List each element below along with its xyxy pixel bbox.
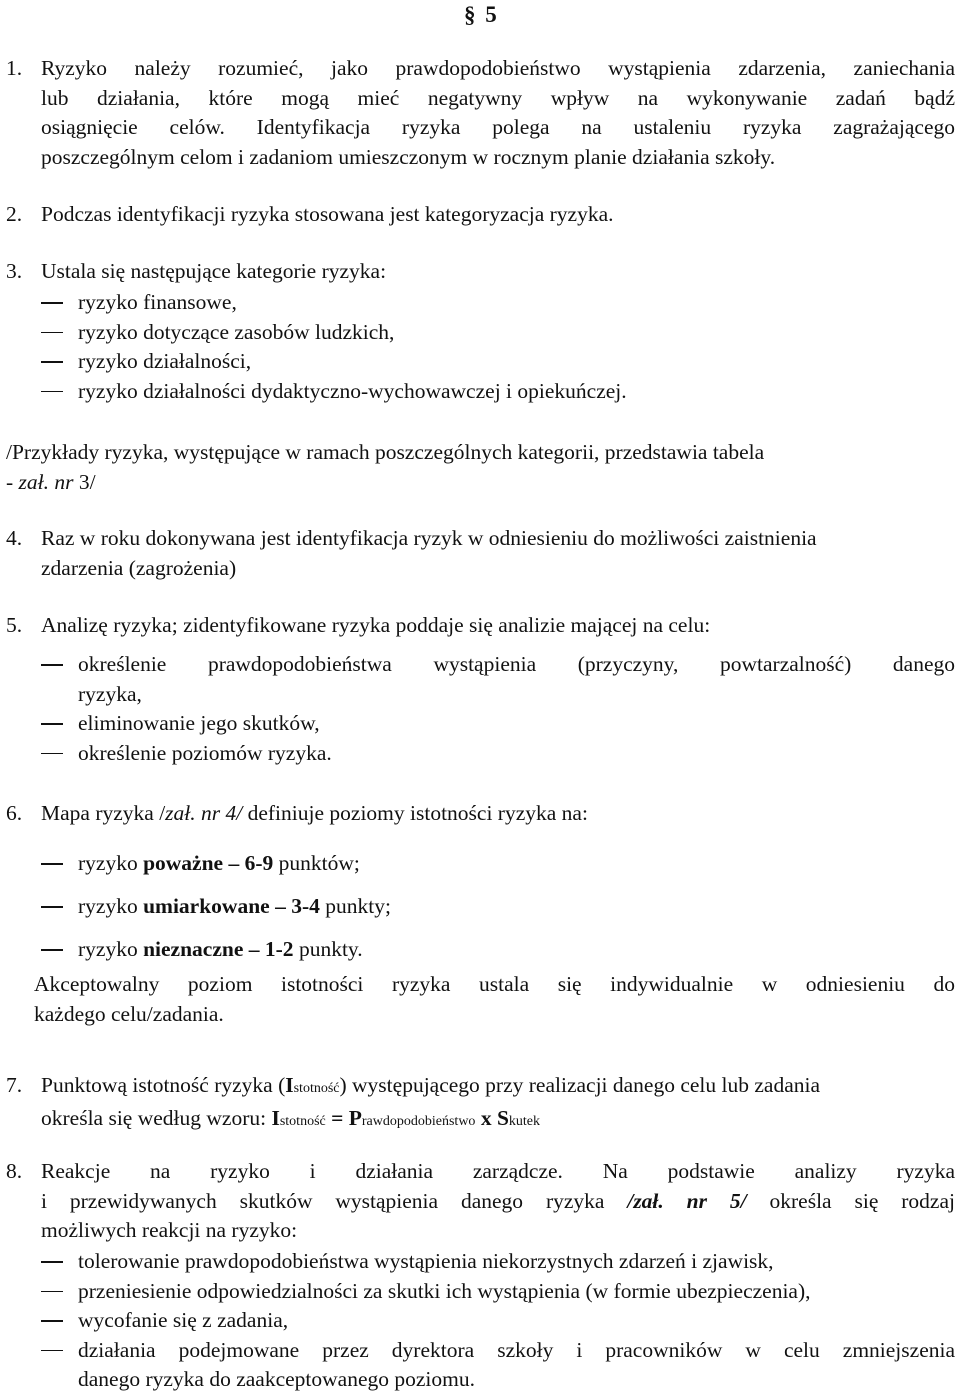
symbol-subscript: stotność bbox=[279, 1113, 326, 1129]
risk-level-range: 3-4 bbox=[291, 894, 320, 918]
text-line: osiągnięcie celów. Identyfikacja ryzyka polega na ustaleniu ryzyka zagrażającego bbox=[41, 115, 955, 139]
note-text: 3/ bbox=[73, 469, 96, 494]
text-line bbox=[41, 1187, 955, 1217]
text: Mapa ryzyka / bbox=[41, 801, 166, 825]
text-line: Akceptowalny poziom istotności ryzyka ustala się indywidualnie w odniesieniu do bbox=[34, 972, 955, 996]
note-line: /Przykłady ryzyka, występujące w ramach poszczególnych kategorii, przedstawia tabela bbox=[6, 440, 765, 464]
text-line: każdego celu/zadania. bbox=[34, 1001, 224, 1026]
list-item bbox=[41, 650, 955, 709]
paragraph-number: 7. bbox=[6, 1073, 23, 1097]
paragraph-text: Ustala się następujące kategorie ryzyka: bbox=[41, 259, 387, 283]
risk-level-item bbox=[41, 885, 955, 928]
symbol: I bbox=[285, 1073, 294, 1097]
list-item bbox=[41, 709, 955, 739]
list-item-text: ryzyko dotyczące zasobów ludzkich, bbox=[78, 319, 395, 344]
text: ryzyko bbox=[78, 937, 144, 961]
text-line: lub działania, które mogą mieć negatywny wpływ na wykonywanie zadań bądź bbox=[41, 85, 955, 110]
formula-line bbox=[41, 1104, 955, 1137]
symbol: P bbox=[348, 1105, 362, 1130]
list-item-text: określenie poziomów ryzyka. bbox=[78, 740, 332, 765]
risk-level-range: 6-9 bbox=[244, 851, 274, 875]
text-line bbox=[41, 1071, 955, 1104]
risk-level-name: poważne bbox=[143, 851, 224, 875]
paragraph-text: Analizę ryzyka; zidentyfikowane ryzyka poddaje się analizie mającej na celu: bbox=[41, 613, 711, 637]
paragraph-4-lines bbox=[41, 524, 955, 583]
paragraph-text bbox=[41, 799, 955, 829]
section-heading: § 5 bbox=[464, 2, 499, 27]
text: – bbox=[223, 851, 245, 875]
paragraph-number: 8. bbox=[6, 1159, 23, 1183]
risk-levels-list bbox=[41, 842, 955, 971]
text-line: zdarzenia (zagrożenia) bbox=[41, 555, 237, 580]
list-item-text: przeniesienie odpowiedzialności za skutki ich wystąpienia (w formie ubezpieczenia), bbox=[78, 1278, 811, 1303]
dash-bullet bbox=[41, 753, 63, 755]
symbol: I bbox=[271, 1105, 280, 1130]
text-line: poszczególnym celom i zadaniom umieszczonym w rocznym planie działania szkoły. bbox=[41, 144, 776, 169]
text-line: Raz w roku dokonywana jest identyfikacja ryzyk w odniesieniu do możliwości zaistnienia bbox=[41, 526, 817, 550]
list-item bbox=[41, 318, 955, 348]
dash-bullet bbox=[41, 1350, 63, 1352]
text: punkty. bbox=[293, 937, 363, 961]
list-item bbox=[41, 1336, 955, 1395]
dash-bullet bbox=[41, 1320, 63, 1322]
list-item bbox=[41, 739, 955, 769]
text: ryzyko bbox=[78, 851, 144, 875]
text: i przewidywanych skutków wystąpienia danego ryzyka bbox=[41, 1188, 628, 1213]
note-lines bbox=[6, 438, 956, 497]
list-item-text: wycofanie się z zadania, bbox=[78, 1308, 289, 1332]
list-item bbox=[41, 288, 955, 318]
category-list bbox=[41, 288, 955, 406]
analysis-list bbox=[41, 650, 955, 768]
multiply-sign: x bbox=[475, 1105, 497, 1130]
text: punktów; bbox=[273, 851, 360, 875]
dash-bullet bbox=[41, 391, 63, 393]
text: ) występującego przy realizacji danego celu lub zadania bbox=[339, 1073, 821, 1097]
paragraph-number: 5. bbox=[6, 613, 23, 637]
dash-bullet bbox=[41, 361, 63, 363]
dash-bullet bbox=[41, 906, 63, 908]
symbol: S bbox=[496, 1105, 509, 1130]
list-item bbox=[41, 1247, 955, 1277]
dash-bullet bbox=[41, 1291, 63, 1293]
text-line: Reakcje na ryzyko i działania zarządcze. Na podstawie analizy ryzyka bbox=[41, 1159, 955, 1183]
note-line bbox=[6, 468, 956, 498]
list-item bbox=[41, 1277, 955, 1307]
text: Punktową istotność ryzyka ( bbox=[41, 1073, 286, 1097]
annex-reference: zał. nr 4/ bbox=[165, 801, 243, 825]
list-item bbox=[41, 377, 955, 407]
note-text: - bbox=[6, 469, 19, 494]
symbol-subscript: kutek bbox=[508, 1113, 541, 1129]
paragraph-number: 4. bbox=[6, 526, 23, 550]
paragraph-number: 2. bbox=[6, 202, 23, 226]
annex-reference: zał. nr bbox=[18, 469, 74, 494]
risk-level-item bbox=[41, 928, 955, 971]
list-item-text: ryzyko finansowe, bbox=[78, 290, 237, 314]
list-item-text: eliminowanie jego skutków, bbox=[78, 711, 320, 735]
dash-bullet bbox=[41, 723, 63, 725]
paragraph-number: 6. bbox=[6, 801, 23, 825]
paragraph-8-lines bbox=[41, 1157, 955, 1246]
risk-level-item bbox=[41, 842, 955, 885]
acceptable-level-lines bbox=[34, 970, 955, 1029]
text-line: Ryzyko należy rozumieć, jako prawdopodobieństwo wystąpienia zdarzenia, zaniechania bbox=[41, 56, 955, 80]
list-item-text: danego ryzyka do zaakceptowanego poziomu. bbox=[78, 1367, 475, 1391]
list-item-text: ryzyka, bbox=[78, 681, 142, 706]
dash-bullet bbox=[41, 863, 63, 865]
list-item-text: działania podejmowane przez dyrektora szkoły i pracowników w celu zmniejszenia bbox=[78, 1337, 955, 1362]
risk-level-name: nieznaczne bbox=[143, 937, 244, 961]
annex-reference: /zał. nr 5/ bbox=[627, 1188, 747, 1213]
symbol-subscript: stotność bbox=[293, 1081, 340, 1096]
text-line: możliwych reakcji na ryzyko: bbox=[41, 1218, 298, 1242]
list-item-text: tolerowanie prawdopodobieństwa wystąpienia niekorzystnych zdarzeń i zjawisk, bbox=[78, 1249, 774, 1273]
list-item-text: ryzyko działalności dydaktyczno-wychowawczej i opiekuńczej. bbox=[78, 378, 627, 403]
dash-bullet bbox=[41, 332, 63, 334]
paragraph-text: Podczas identyfikacji ryzyka stosowana jest kategoryzacja ryzyka. bbox=[41, 202, 614, 226]
paragraph-1-lines bbox=[41, 54, 955, 172]
list-item-text: ryzyko działalności, bbox=[78, 349, 252, 373]
paragraph-7-lines bbox=[41, 1071, 955, 1136]
paragraph-number: 3. bbox=[6, 259, 23, 283]
dash-bullet bbox=[41, 664, 63, 666]
text: określa się rodzaj bbox=[746, 1188, 955, 1213]
list-item-text: określenie prawdopodobieństwa wystąpienia (przyczyny, powtarzalność) danego bbox=[78, 652, 955, 676]
text: określa się według wzoru: bbox=[41, 1105, 272, 1130]
symbol-subscript: rawdopodobieństwo bbox=[361, 1113, 476, 1129]
text: punkty; bbox=[319, 894, 391, 918]
risk-level-range: 1-2 bbox=[264, 937, 294, 961]
list-item bbox=[41, 347, 955, 377]
list-item bbox=[41, 1306, 955, 1336]
dash-bullet bbox=[41, 1261, 63, 1263]
text: – bbox=[243, 937, 265, 961]
text: – bbox=[269, 894, 292, 918]
dash-bullet bbox=[41, 302, 63, 304]
paragraph-number: 1. bbox=[6, 56, 23, 80]
equals-sign: = bbox=[325, 1105, 349, 1130]
text: ryzyko bbox=[78, 894, 144, 918]
reactions-list bbox=[41, 1247, 955, 1395]
risk-level-name: umiarkowane bbox=[143, 894, 270, 918]
dash-bullet bbox=[41, 949, 63, 951]
text: definiuje poziomy istotności ryzyka na: bbox=[242, 801, 588, 825]
